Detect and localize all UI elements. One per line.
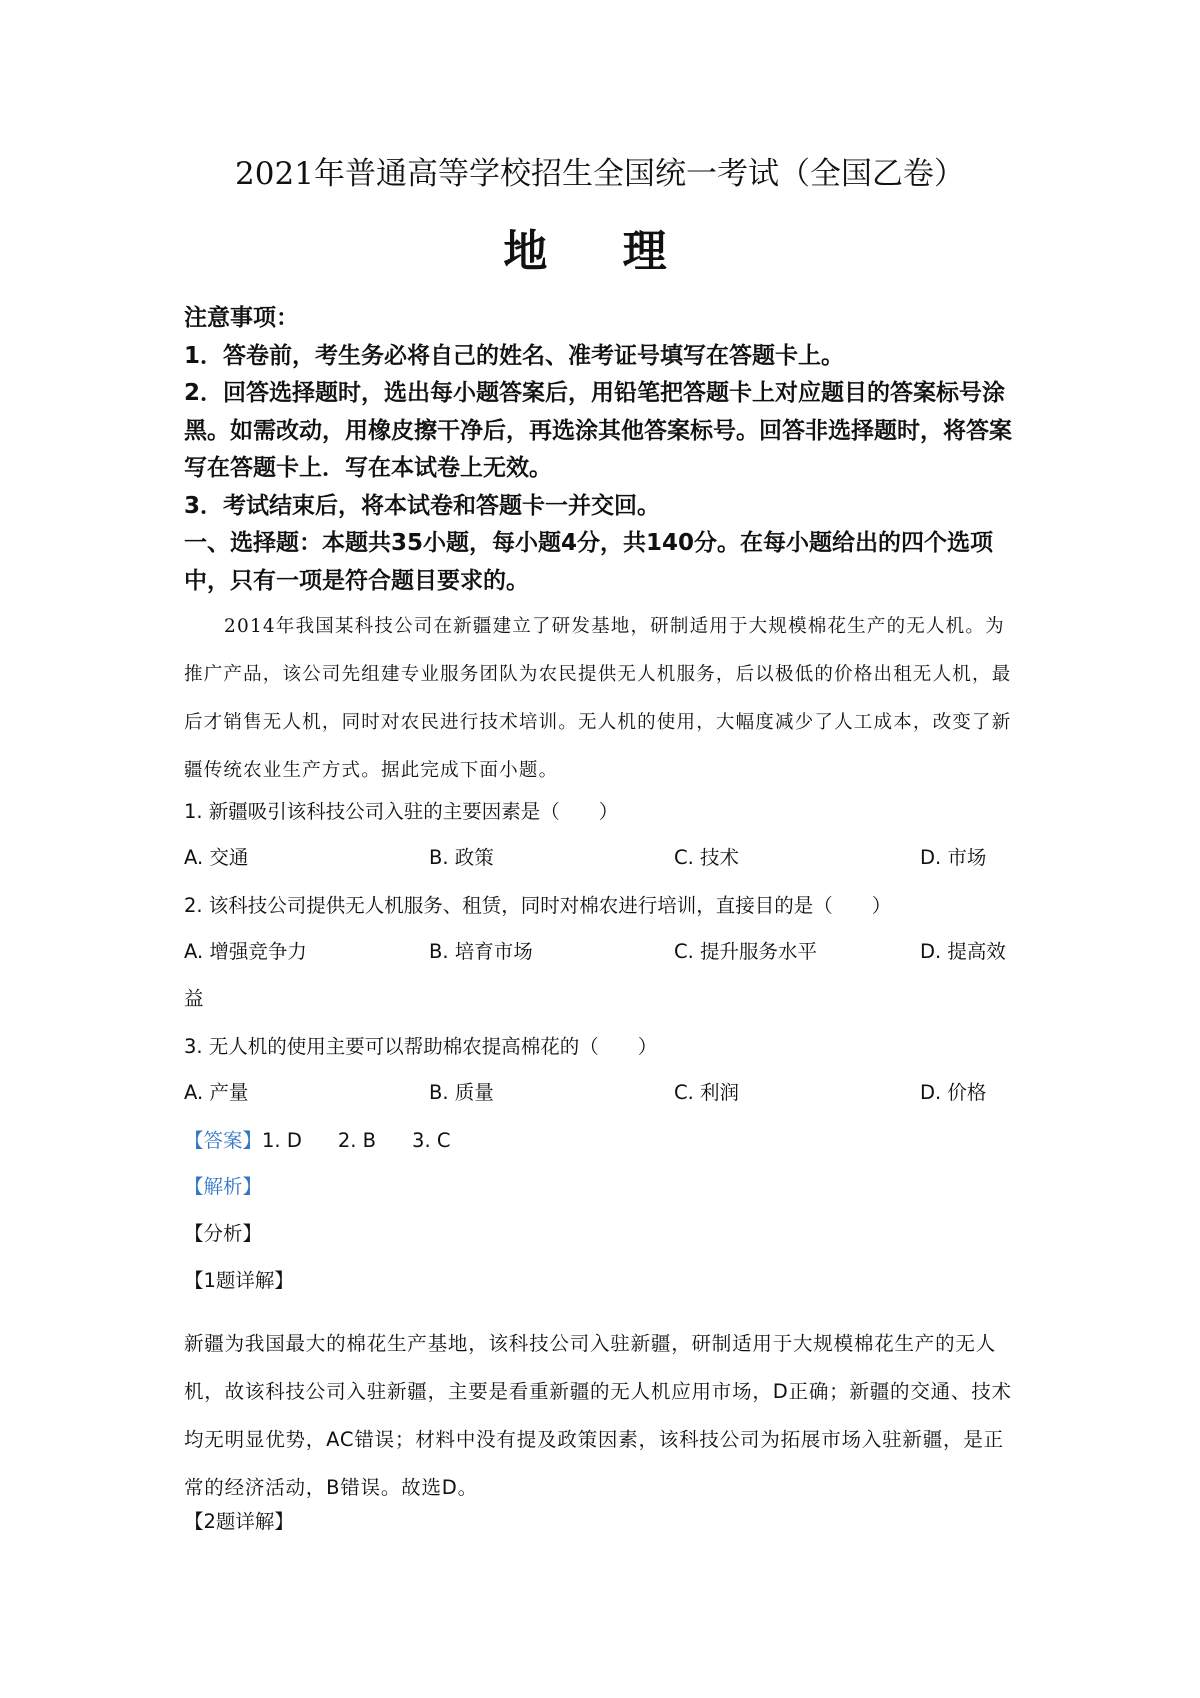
answer-line [184, 1126, 486, 1156]
q3-option-a: A. 产量 [184, 1081, 249, 1104]
detail-2-heading: 【2题详解】 [184, 1510, 294, 1533]
q1-option-c: C. 技术 [674, 846, 740, 869]
notice-item-2: 2．回答选择题时，选出每小题答案后，用铅笔把答题卡上对应题目的答案标号涂黑。如需改动，用橡皮擦干净后，再选涂其他答案标号。回答非选择题时，将答案写在答题卡上．写在本试卷上无效。 [184, 380, 1012, 481]
q2-option-c: C. 提升服务水平 [674, 940, 818, 963]
exam-title: 2021年普通高等学校招生全国统一考试（全国乙卷） [235, 156, 965, 192]
q1-option-d: D. 市场 [920, 846, 987, 869]
notice-section [184, 300, 1024, 600]
reading-passage: 2014年我国某科技公司在新疆建立了研发基地，研制适用于大规模棉花生产的无人机。为推广产品，该公司先组建专业服务团队为农民提供无人机服务，后以极低的价格出租无人机，最后才销售无人机，同时对农民进行技术培训。无人机的使用，大幅度减少了人工成本，改变了新疆传统农业生产方式。据此完成下面小题。 [184, 616, 1012, 781]
q2-option-d: D. 提高效 [920, 940, 1006, 963]
analysis-heading: 【分析】 [184, 1222, 263, 1245]
q1-option-b: B. 政策 [429, 846, 494, 869]
answer-item-2: 2. B [337, 1129, 377, 1152]
question-1-stem: 1. 新疆吸引该科技公司入驻的主要因素是（ ） [184, 800, 619, 823]
answer-item-1: 1. D [262, 1129, 302, 1152]
section-instructions: 一、选择题：本题共35小题，每小题4分，共140分。在每小题给出的四个选项中，只有一项是符合题目要求的。 [184, 530, 994, 594]
detail-1-text: 新疆为我国最大的棉花生产基地，该科技公司入驻新疆，研制适用于大规模棉花生产的无人机，故该科技公司入驻新疆，主要是看重新疆的无人机应用市场，D正确；新疆的交通、技术均无明显优势，AC错误；材料中没有提及政策因素，该科技公司为拓展市场入驻新疆，是正常的经济活动，B错误。故选D。 [184, 1332, 1012, 1499]
answer-tag: 【答案】 [184, 1129, 263, 1152]
q2-option-a: A. 增强竞争力 [184, 940, 307, 963]
q3-option-c: C. 利润 [674, 1081, 740, 1104]
subject-title: 地 理 [503, 226, 697, 277]
detail-1-heading: 【1题详解】 [184, 1269, 294, 1292]
question-2-stem: 2. 该科技公司提供无人机服务、租赁，同时对棉农进行培训，直接目的是（ ） [184, 894, 892, 917]
answer-item-3: 3. C [412, 1129, 451, 1152]
notice-heading: 注意事项： [184, 305, 299, 331]
notice-item-3: 3．考试结束后，将本试卷和答题卡一并交回。 [184, 492, 661, 519]
q2-option-b: B. 培育市场 [429, 940, 533, 963]
q3-option-b: B. 质量 [429, 1081, 494, 1104]
q2-option-d-wrap: 益 [184, 987, 204, 1010]
q1-option-a: A. 交通 [184, 846, 249, 869]
question-3-stem: 3. 无人机的使用主要可以帮助棉农提高棉花的（ ） [184, 1035, 658, 1058]
notice-item-1: 1．答卷前，考生务必将自己的姓名、准考证号填写在答题卡上。 [184, 342, 845, 369]
analysis-tag: 【解析】 [184, 1175, 263, 1198]
q3-option-d: D. 价格 [920, 1081, 987, 1104]
